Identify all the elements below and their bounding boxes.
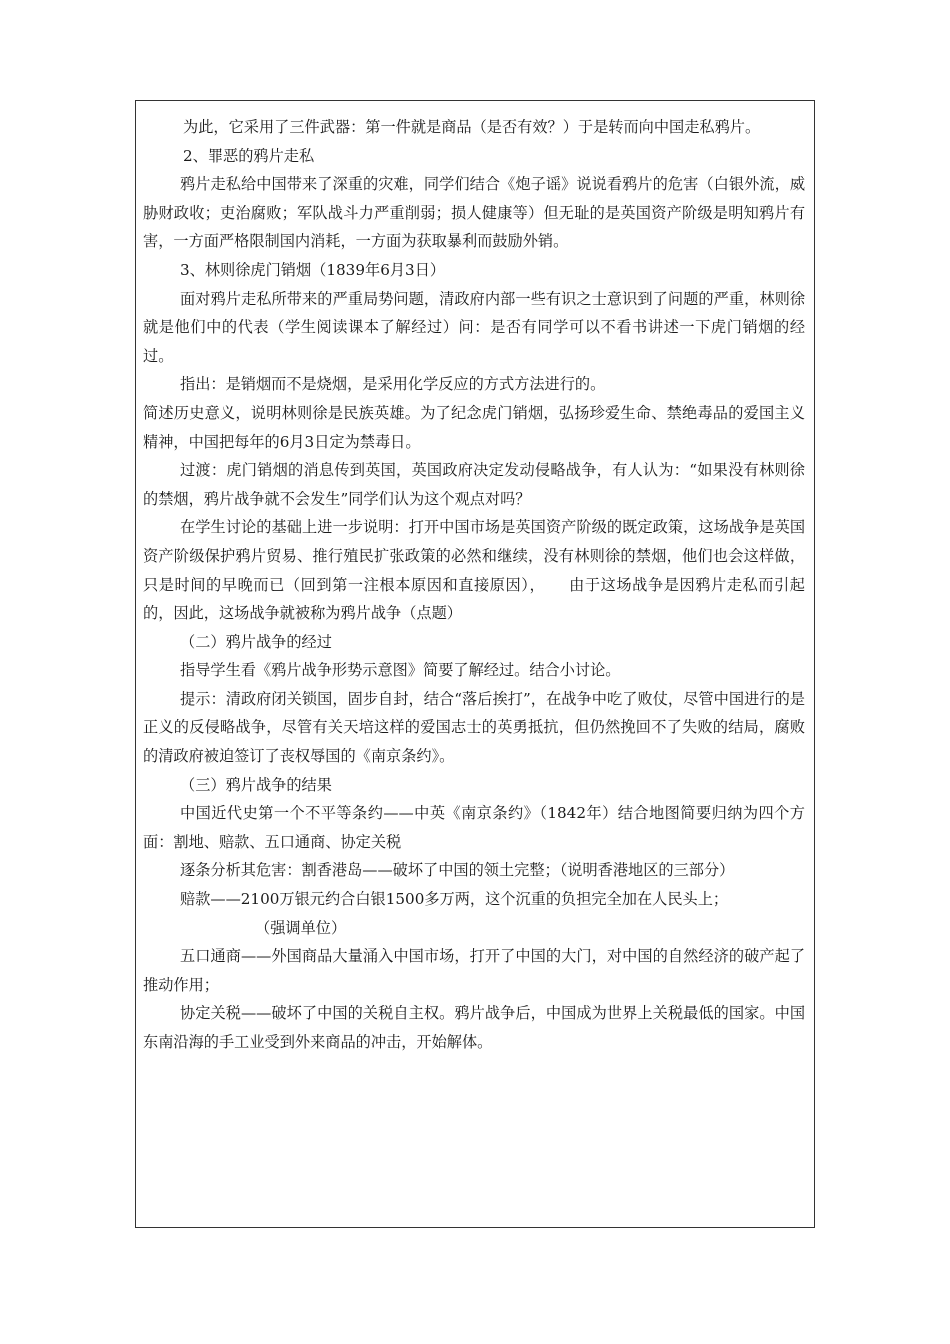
paragraph-five-ports: 五口通商——外国商品大量涌入中国市场，打开了中国的大门，对中国的自然经济的破产起了推动作用； (143, 947, 805, 994)
paragraph-transition: 过渡：虎门销烟的消息传到英国，英国政府决定发动侵略战争，有人认为：“如果没有林则徐的禁烟，鸦片战争就不会发生”同学们认为这个观点对吗？ (143, 461, 805, 508)
paragraph-nanjing-treaty: 中国近代史第一个不平等条约——中英《南京条约》（1842年）结合地图简要归纳为四个方面：割地、赔款、五口通商、协定关税 (143, 804, 805, 851)
paragraph-opium-harm: 鸦片走私给中国带来了深重的灾难，同学们结合《炮子谣》说说看鸦片的危害（白银外流，威胁财政收；吏治腐败；军队战斗力严重削弱；损人健康等）但无耻的是英国资产阶级是明知鸦片有害，一方面严格限制国内消耗，一方面为获取暴利而鼓励外销。 (143, 175, 805, 251)
heading-war-process: （二）鸦片战争的经过 (180, 632, 332, 651)
note-emphasize-unit: （强调单位） (255, 918, 347, 937)
heading-humen-destruction: 3、林则徐虎门销烟（1839年6月3日） (180, 260, 446, 279)
paragraph-historical-significance: 简述历史意义，说明林则徐是民族英雄。为了纪念虎门销烟，弘扬珍爱生命、禁绝毒品的爱国主义精神，中国把每年的6月3日定为禁毒日。 (143, 403, 805, 451)
paragraph-hint: 提示：清政府闭关锁国，固步自封，结合“落后挨打”，在战争中吃了败仗，尽管中国进行的是正义的反侵略战争，尽管有关天培这样的爱国志士的英勇抵抗，但仍然挽回不了失败的结局，腐败的清政府被迫签订了丧权辱国的《南京条约》。 (143, 689, 805, 766)
paragraph-guide-map: 指导学生看《鸦片战争形势示意图》简要了解经过。结合小讨论。 (180, 661, 621, 680)
paragraph-indemnity: 赔款——2100万银元约合白银1500多万两，这个沉重的负担完全加在人民头上； (180, 890, 729, 909)
heading-opium-smuggling: 2、罪恶的鸦片走私 (183, 146, 315, 165)
paragraph-discussion: 在学生讨论的基础上进一步说明：打开中国市场是英国资产阶级的既定政策，这场战争是英国资产阶级保护鸦片贸易、推行殖民扩张政策的必然和继续，没有林则徐的禁烟，他们也会这样做，只是时间的早晚而已（回到第一注根本原因和直接原因）， 由于这场战争是因鸦片走私而引起的，因此，这场战争就被称为鸦片战争（点题） (143, 518, 805, 623)
paragraph-point-out: 指出：是销烟而不是烧烟，是采用化学反应的方式方法进行的。 (180, 375, 606, 394)
paragraph-three-weapons: 为此，它采用了三件武器：第一件就是商品（是否有效？）于是转而向中国走私鸦片。 (183, 118, 761, 136)
lesson-text-body (143, 113, 805, 1057)
paragraph-analysis: 逐条分析其危害：割香港岛——破坏了中国的领土完整；（说明香港地区的三部分） (180, 861, 735, 880)
heading-war-result: （三）鸦片战争的结果 (180, 775, 332, 794)
paragraph-lin-zexu: 面对鸦片走私所带来的严重局势问题，清政府内部一些有识之士意识到了问题的严重，林则徐就是他们中的代表（学生阅读课本了解经过）问：是否有同学可以不看书讲述一下虎门销烟的经过。 (143, 289, 805, 365)
paragraph-tariff: 协定关税——破坏了中国的关税自主权。鸦片战争后，中国成为世界上关税最低的国家。中国东南沿海的手工业受到外来商品的冲击，开始解体。 (143, 1004, 805, 1051)
